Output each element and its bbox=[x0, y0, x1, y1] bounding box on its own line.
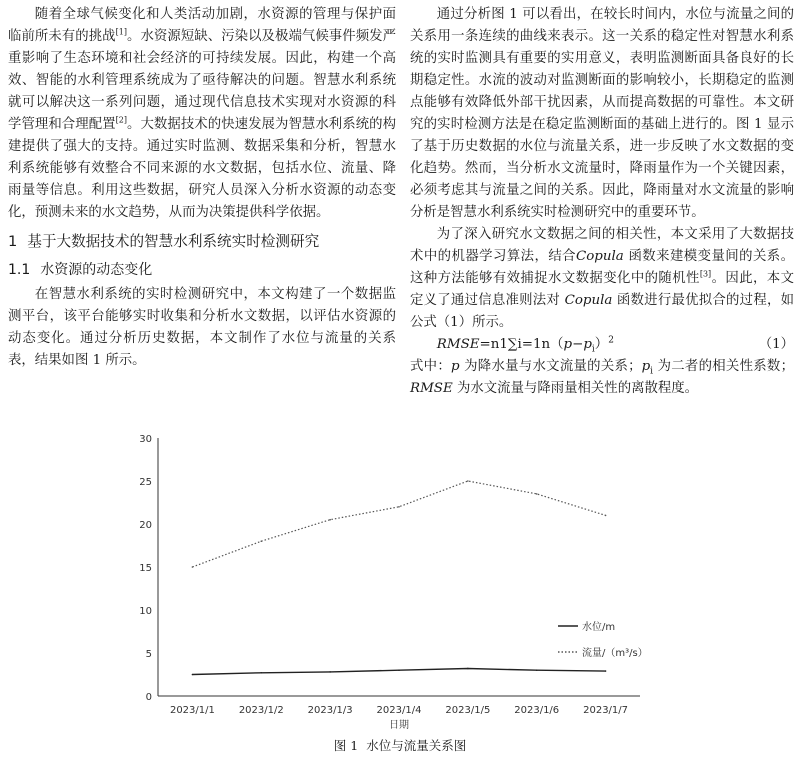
formula-expression: $RMSE=n1\sum i=1n(p-p_i)^2$ bbox=[436, 335, 614, 355]
x-tick-label: 2023/1/1 bbox=[169, 705, 215, 716]
series-1-point bbox=[398, 506, 400, 508]
x-tick-label: 2023/1/6 bbox=[514, 705, 560, 716]
analysis-paragraph: 通过分析图 1 可以看出，在较长时间内，水位与流量之间的关系用一条连续的曲线来表示。这一关系的稳定性对智慧水利系统的实时监测具有重要的实用意义，表明监测断面具备良好的长期稳定性。水流的波动对监测断面的影响较小，长期稳定的监测点能够有效降低外部干扰因素，从而提高数据的可靠性。本文研究的实时检测方法是在稳定监测断面的基础上进行的。图 1 显示了基于历史数据的水位与流量关系，进一步反映了水文数据的变化趋势。然而，当分析水文流量时，降雨量作为一个关键因素，必须考虑其与流量之间的关系。因此，降雨量对水文流量的影响分析是智慧水利系统实时检测研究中的重要环节。 bbox=[410, 7, 794, 220]
series-1-point bbox=[467, 480, 469, 482]
series-1-point bbox=[329, 519, 331, 521]
x-axis-label: 日期 bbox=[389, 720, 409, 731]
y-tick-label: 20 bbox=[139, 520, 152, 531]
series-0-point bbox=[192, 674, 194, 676]
series-line-1 bbox=[192, 481, 605, 567]
y-tick-label: 5 bbox=[145, 649, 152, 660]
series-1-point bbox=[536, 493, 538, 495]
series-0-point bbox=[467, 668, 469, 670]
x-tick-label: 2023/1/7 bbox=[583, 705, 629, 716]
section-heading-1: 1 基于大数据技术的智慧水利系统实时检测研究 bbox=[8, 233, 320, 250]
formula-explanation: 式中：p 为降水量与水文流量的关系；$p_i$ 为二者的相关性系数；RMSE 为水文流量与降雨量相关性的离散程度。 bbox=[410, 359, 794, 396]
citation-ref[interactable]: [3] bbox=[699, 269, 712, 279]
intro-paragraph: 随着全球气候变化和人类活动加剧，水资源的管理与保护面临前所未有的挑战[1]。水资源短缺、污染以及极端气候事件频发严重影响了生态环境和社会经济的可持续发展。因此，构建一个高效、智能的水利管理系统成为了亟待解决的问题。智慧水利系统就可以解决这一系列问题，通过现代信息技术实现对水资源的科学管理和合理配置[2]。大数据技术的快速发展为智慧水利系统的构建提供了强大的支持。通过实时监测、数据采集和分析，智慧水利系统能够有效整合不同来源的水文数据，包括水位、流量、降雨量等信息。利用这些数据，研究人员深入分析水资源的动态变化，预测未来的水文趋势，从而为决策提供科学依据。 bbox=[8, 7, 397, 220]
citation-ref[interactable]: [2] bbox=[115, 115, 127, 125]
x-tick-label: 2023/1/3 bbox=[307, 705, 353, 716]
figure-title: 水位与流量关系图 bbox=[366, 738, 467, 753]
line-chart bbox=[130, 428, 650, 738]
y-tick-label: 0 bbox=[145, 692, 152, 703]
series-1-point bbox=[192, 566, 194, 568]
x-tick-label: 2023/1/4 bbox=[376, 705, 422, 716]
figure-caption bbox=[0, 736, 800, 756]
citation-ref[interactable]: [1] bbox=[115, 27, 127, 37]
legend-label-0: 水位/m bbox=[582, 622, 616, 633]
y-tick-label: 10 bbox=[139, 606, 152, 617]
left-column bbox=[8, 4, 396, 372]
series-0-point bbox=[398, 669, 400, 671]
x-tick-label: 2023/1/5 bbox=[445, 705, 491, 716]
section-1-1-paragraph: 在智慧水利系统的实时检测研究中，本文构建了一个数据监测平台，该平台能够实时收集和分析水文数据，以评估水资源的动态变化。通过分析历史数据，本文制作了水位与流量的关系表，结果如图 1 所示。 bbox=[8, 287, 396, 368]
x-tick-label: 2023/1/2 bbox=[238, 705, 284, 716]
series-1-point bbox=[605, 515, 607, 517]
figure-number: 图 1 bbox=[333, 738, 359, 753]
y-tick-label: 15 bbox=[139, 563, 152, 574]
series-0-point bbox=[329, 671, 331, 673]
method-paragraph: 为了深入研究水文数据之间的相关性，本文采用了大数据技术中的机器学习算法，结合Copula 函数来建模变量间的关系。这种方法能够有效捕捉水文数据变化中的随机性[3]。因此，本文定义了通过信息准则法对 Copula 函数进行最优拟合的过程，如公式（1）所示。 bbox=[410, 227, 794, 330]
y-tick-label: 25 bbox=[139, 477, 152, 488]
section-heading-1-1: 1.1 水资源的动态变化 bbox=[8, 262, 153, 278]
series-0-point bbox=[536, 669, 538, 671]
series-1-point bbox=[260, 540, 262, 542]
series-0-point bbox=[260, 672, 262, 674]
legend-label-1: 流量/（m³/s） bbox=[582, 648, 648, 659]
y-tick-label: 30 bbox=[139, 434, 152, 445]
figure-1 bbox=[130, 428, 650, 738]
series-0-point bbox=[605, 670, 607, 672]
formula-number: （1） bbox=[758, 337, 794, 352]
formula-1 bbox=[410, 334, 794, 356]
right-column bbox=[410, 4, 794, 400]
